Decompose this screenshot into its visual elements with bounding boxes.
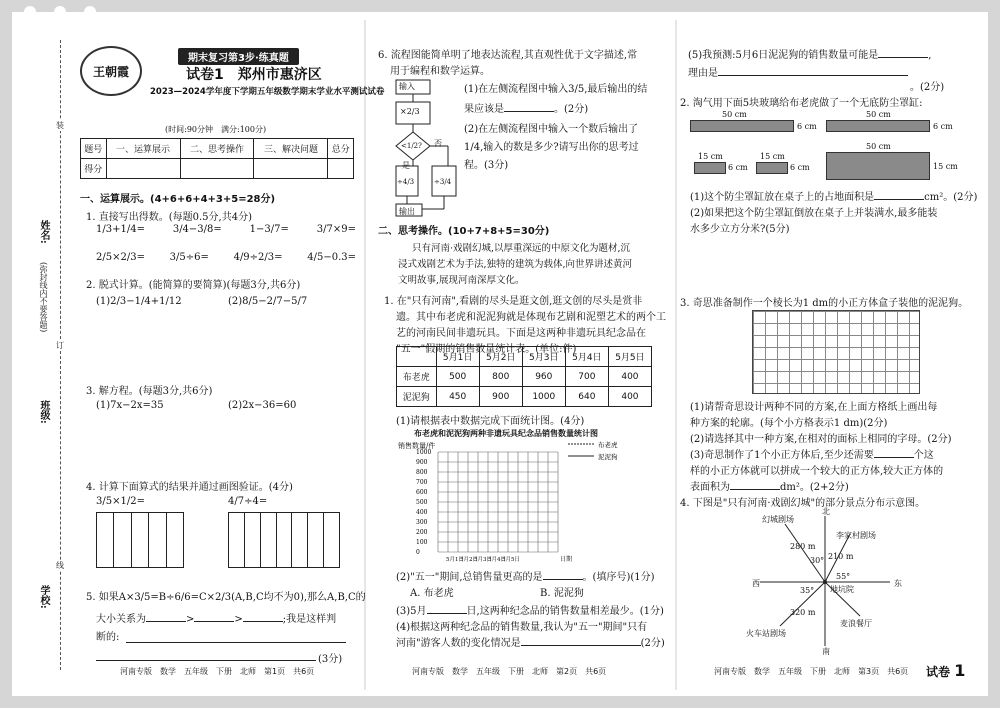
q2-2b: 水多少立方分米?(5分) (690, 224, 790, 235)
q6-1b: 果应该是 。(2分) (464, 104, 589, 115)
p1-line4: "五一"假期的销售数量统计表。(单位:件) (396, 344, 577, 355)
q5-line2: 大小关系为 > > ;我是这样判 (96, 614, 337, 625)
glass-panel-3 (694, 162, 726, 174)
footer-page1: 河南专版 数学 五年级 下册 北师 第1页 共6页 (120, 667, 315, 676)
p1-4: (4)根据这两种纪念品的销售数量,我认为"五一"期间"只有 (396, 622, 648, 633)
q3-3c: 样的小正方体就可以拼成一个较大的正方体,较大正方体的 (690, 466, 944, 477)
map-place: 火车站剧场 (746, 629, 786, 638)
p1-line1: 1. 在"只有河南",看剧的尽头是逛文创,逛文创的尽头是赏非 (384, 296, 643, 307)
glass-panel-4 (756, 162, 788, 174)
map-distance: 280 m (790, 542, 816, 551)
glass-panel-5 (826, 152, 930, 180)
p5: (5)我预测:5月6日泥泥狗的销售数量可能是 , (688, 50, 932, 61)
table-row: 泥泥狗 450 900 1000 640 400 (397, 387, 652, 407)
q5-answer-line[interactable] (96, 660, 316, 661)
y-tick-label: 1000 (416, 449, 432, 456)
table-row: 5月1日 5月2日 5月3日 5月4日 5月5日 (397, 347, 652, 367)
score-cell-3[interactable] (254, 159, 328, 179)
section1-title: 一、运算展示。(4+6+6+4+3+5=28分) (80, 194, 276, 205)
y-tick-label: 900 (416, 459, 428, 466)
q6-2c: 程。(3分) (464, 160, 509, 171)
flow-condition: <1/2? (401, 142, 422, 150)
flow-yes: 是 (402, 161, 410, 170)
dim-label: 6 cm (933, 122, 953, 131)
review-tag: 期末复习第3步·练真题 (178, 48, 299, 65)
footer-page3: 河南专版 数学 五年级 下册 北师 第3页 共6页 (714, 667, 909, 676)
flow-input: 输入 (399, 82, 415, 91)
q2-1: (1)这个防尘罩缸放在桌子上的占地面积是 cm²。(2分) (690, 192, 978, 203)
glass-panel-1 (690, 120, 794, 132)
q5-answer-line[interactable] (126, 642, 346, 643)
y-tick-label: 300 (416, 519, 428, 526)
flow-no: 否 (434, 139, 442, 148)
q2-a: (1)2/3−1/4+1/12 (96, 296, 182, 307)
q4-title: 4. 计算下面算式的结果并通过画图验证。(4分) (86, 482, 293, 493)
sales-table (396, 346, 652, 407)
section2-title: 二、思考操作。(10+7+8+5=30分) (378, 226, 550, 237)
y-tick-label: 400 (416, 509, 428, 516)
score-table: 题号 一、运算展示 二、思考操作 三、解决问题 总分 得分 (80, 138, 354, 179)
dim-label: 15 cm (933, 162, 958, 171)
map-place: 麦浪餐厅 (840, 619, 872, 628)
q3-title-right: 3. 奇思准备制作一个棱长为1 dm的小正方体盒子装他的泥泥狗。 (680, 298, 969, 309)
x-tick-label: 5月2日 (460, 557, 478, 563)
p5-score: 。(2分) (910, 82, 945, 93)
map-angle: 55° (836, 572, 851, 581)
sales-chart[interactable] (398, 440, 658, 570)
q6-2b: 1/4,输入的数是多少?请写出你的思考过 (464, 142, 639, 153)
map-distance: 320 m (790, 608, 816, 617)
legend-label: 泥泥狗 (598, 453, 618, 461)
q6-2: (2)在左侧流程图中输入一个数后输出了 (464, 124, 639, 135)
side-class-label: 班级: (38, 400, 49, 424)
p1-4b: 河南"游客人数的变化情况是 (2分) (396, 638, 665, 649)
map-south: 南 (822, 647, 830, 656)
q4-title-right: 4. 下图是"只有河南·戏剧幻城"的部分景点分布示意图。 (680, 498, 926, 509)
q3-2: (2)请选择其中一种方案,在相对的面标上相同的字母。(2分) (690, 434, 952, 445)
map-west: 西 (752, 579, 760, 588)
q1-row1: 1/3+1/4= 3/4−3/8= 1−3/7= 3/7×9= (96, 224, 356, 235)
map-place: 李家村剧场 (836, 531, 876, 540)
q6-title: 6. 流程图能简单明了地表达流程,其直观性优于文字描述,常 (378, 50, 638, 61)
time-info: (时间:90分钟 满分:100分) (165, 125, 267, 134)
p1-line2: 遗。其中布老虎和泥泥狗就是体现布艺剧和泥塑艺术的两个工 (396, 312, 666, 323)
dim-label: 50 cm (866, 110, 891, 119)
q4-b: 4/7÷4= (228, 496, 268, 507)
side-seal-text: (弥封线内不要答题) (39, 262, 48, 333)
y-tick-label: 800 (416, 469, 428, 476)
map-angle: 35° (800, 586, 815, 595)
dim-label: 6 cm (790, 163, 810, 172)
side-school-label: 学校: (38, 585, 49, 609)
intro-2: 浸式戏剧艺术为手法,独特的建筑为载体,向世界讲述黄河 (398, 259, 633, 270)
q4-drawing-box-b[interactable] (228, 512, 340, 568)
q2-title-right: 2. 淘气用下面5块玻璃给布老虎做了一个无底防尘罩缸: (680, 98, 923, 109)
chart-title: 布老虎和泥泥狗两种非遗玩具纪念品销售数量统计图 (414, 429, 598, 438)
x-tick-label: 5月1日 (446, 557, 464, 563)
logo: 王朝霞 (80, 46, 142, 96)
q3-1: (1)请帮奇思设计两种不同的方案,在上面方格纸上画出每 (690, 402, 938, 413)
q5-score: (3分) (318, 654, 343, 665)
p1-3: (3)5月 日,这两种纪念品的销售数量相差最少。(1分) (396, 606, 664, 617)
x-tick-label: 5月5日 (502, 557, 520, 563)
q3-b: (2)2x−36=60 (228, 400, 297, 411)
map-place: 幻城剧场 (762, 515, 794, 524)
option-b: B. 泥泥狗 (540, 588, 584, 599)
p5-reason: 理由是 (688, 64, 908, 79)
map-east: 东 (894, 579, 902, 588)
legend-label: 布老虎 (598, 441, 618, 449)
option-a: A. 布老虎 (410, 588, 454, 599)
flow-multiply: ×2/3 (400, 107, 420, 116)
q6-1: (1)在左侧流程图中输入3/5,最后输出的结 (464, 84, 648, 95)
y-tick-label: 700 (416, 479, 428, 486)
q5-line1: 5. 如果A×3/5=B÷6/6=C×2/3(A,B,C均不为0),那么A,B,C的 (86, 592, 366, 603)
flowchart (386, 78, 466, 218)
q4-drawing-box-a[interactable] (96, 512, 184, 568)
q1-row2: 2/5×2/3= 3/5÷6= 4/9÷2/3= 4/5−0.3= (96, 252, 356, 263)
map-north: 北 (822, 507, 830, 516)
q3-a: (1)7x−2x=35 (96, 400, 164, 411)
score-cell-total[interactable] (328, 159, 354, 179)
flow-divide-b: ÷3/4 (434, 178, 452, 186)
binding-line (60, 40, 61, 670)
table-row: 布老虎 500 800 960 700 400 (397, 367, 652, 387)
q3-3d: 表面积为 dm²。(2+2分) (690, 482, 849, 493)
p1-2: (2)"五一"期间,总销售量更高的是 。(填序号)(1分) (396, 572, 655, 583)
side-name-label: 姓名: (38, 220, 49, 244)
q3-1b: 种方案的轮廓。(每个小方格表示1 dm)(2分) (690, 418, 888, 429)
map-distance: 210 m (828, 552, 854, 561)
y-tick-label: 600 (416, 489, 428, 496)
x-tick-label: 5月3日 (474, 557, 492, 563)
seal-mark: 线 (56, 561, 64, 570)
x-axis-label: 日期 (560, 556, 573, 563)
q3-3: (3)奇思制作了1个小正方体后,至少还需要 个这 (690, 450, 934, 461)
paper-title: 试卷1 郑州市惠济区 (186, 67, 322, 83)
y-tick-label: 500 (416, 499, 428, 506)
dim-label: 50 cm (722, 110, 747, 119)
dim-label: 50 cm (866, 142, 891, 151)
seal-mark: 装 (56, 121, 64, 130)
footer-paper-tag: 试卷 1 (926, 661, 966, 680)
y-tick-label: 100 (416, 539, 428, 546)
map-angle: 30° (810, 556, 825, 565)
q3-title: 3. 解方程。(每题3分,共6分) (86, 386, 213, 397)
dim-label: 15 cm (698, 152, 723, 161)
intro-3: 文明故事,展现河南深厚文化。 (398, 275, 525, 286)
p1-line3: 艺的河南民间非遗玩具。下面是这两种非遗玩具纪念品在 (396, 328, 646, 339)
flow-output: 输出 (399, 207, 415, 216)
intro-1: 只有河南·戏剧幻城,以厚重深远的中原文化为题材,沉 (412, 243, 631, 254)
y-axis-label: 销售数量/件 (398, 442, 436, 450)
q2-b: (2)8/5−2/7−5/7 (228, 296, 308, 307)
x-tick-label: 5月4日 (488, 557, 506, 563)
dim-label: 15 cm (760, 152, 785, 161)
p1-1: (1)请根据表中数据完成下面统计图。(4分) (396, 416, 585, 427)
dim-label: 6 cm (728, 163, 748, 172)
q5-line3: 断的: (96, 632, 120, 643)
map-center: 地坑院 (830, 585, 854, 594)
q6-title-2: 用于编程和数学运算。 (390, 66, 490, 77)
seal-mark: 订 (56, 341, 64, 350)
footer-page2: 河南专版 数学 五年级 下册 北师 第2页 共6页 (412, 667, 607, 676)
glass-panel-2 (826, 120, 930, 132)
dim-label: 6 cm (797, 122, 817, 131)
y-tick-label: 0 (416, 549, 420, 556)
q4-a: 3/5×1/2= (96, 496, 145, 507)
paper-subtitle: 2023—2024学年度下学期五年级数学期末学业水平测试试卷 (150, 87, 385, 97)
q2-2: (2)如果把这个防尘罩缸倒放在桌子上并装满水,最多能装 (690, 208, 938, 219)
flow-divide-a: ÷4/3 (397, 178, 415, 186)
score-cell-1[interactable] (106, 159, 180, 179)
q1-title: 1. 直接写出得数。(每题0.5分,共4分) (86, 212, 252, 223)
square-grid-paper[interactable] (752, 310, 920, 394)
q2-title: 2. 脱式计算。(能简算的要简算)(每题3分,共6分) (86, 280, 301, 291)
y-tick-label: 200 (416, 529, 428, 536)
score-cell-2[interactable] (180, 159, 254, 179)
